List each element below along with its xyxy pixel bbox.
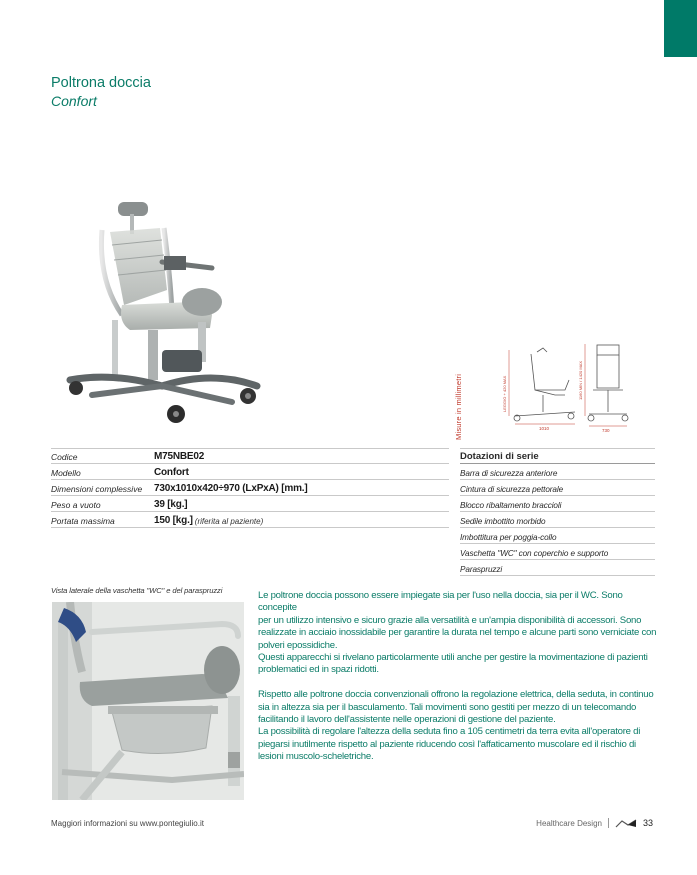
section-tab-marker [664, 0, 697, 57]
spec-value: 150 [kg.] [154, 515, 193, 526]
equipment-heading: Dotazioni di serie [460, 448, 655, 464]
specs-table [51, 448, 449, 528]
spec-label: Codice [51, 452, 78, 462]
footer-brand-name: Healthcare Design [536, 818, 602, 828]
spec-label: Dimensioni complessive [51, 484, 143, 494]
spec-label: Modello [51, 468, 81, 478]
spec-row-dimensions [51, 480, 449, 496]
spec-value: M75NBE02 [154, 451, 205, 462]
description-line: sia in altezza sia per il basculamento. Tali movimenti sono gestiti per mezzo di un telecomando [258, 701, 637, 713]
spec-label: Portata massima [51, 516, 115, 526]
spec-row-capacity [51, 512, 449, 528]
side-width-label: 1010 [539, 426, 550, 431]
description-line: La possibilità di regolare l'altezza della seduta fino a 105 centimetri da terra evita all'operatore di [258, 726, 641, 738]
footer-separator [608, 818, 609, 828]
description-line: Le poltrone doccia possono essere impiegate sia per l'uso nella doccia, sia per il WC. Sono concepite [258, 590, 623, 614]
standard-equipment-list [460, 448, 655, 576]
spec-row-model [51, 464, 449, 480]
footer-website-note: Maggiori informazioni su www.pontegiulio.it [51, 819, 204, 828]
equipment-item: Cintura di sicurezza pettorale [460, 480, 655, 496]
wc-pan-detail-photo [52, 602, 244, 800]
description-line: lesioni muscolo-scheletriche. [258, 751, 374, 763]
spec-label: Peso a vuoto [51, 500, 101, 510]
footer-brand [536, 818, 653, 828]
detail-photo-caption: Vista laterale della vaschetta "WC" e del paraspruzzi [51, 586, 223, 595]
description-line: Rispetto alle poltrone doccia convenzionali offrono la regolazione elettrica, della seduta, in continuo [258, 689, 654, 701]
equipment-item: Sedile imbottito morbido [460, 512, 655, 528]
description-line: problematici ed in spazi ridotti. [258, 664, 379, 676]
spec-value: 39 [kg.] [154, 499, 188, 510]
page-title: Poltrona doccia [51, 75, 151, 91]
page-number: 33 [642, 818, 653, 828]
side-height-label: LEGGIO + 420 MAX [502, 375, 507, 412]
page-subtitle: Confort [51, 93, 97, 109]
description-line: piegarsi inutilmente rispetto al paziente riducendo così l'affaticamento muscolare ed il rischio di [258, 738, 636, 750]
shower-chair-photo [52, 190, 272, 440]
spec-value: 730x1010x420÷970 (LxPxA) [mm.] [154, 483, 308, 494]
dimension-diagram [485, 340, 635, 435]
equipment-item: Barra di sicurezza anteriore [460, 464, 655, 480]
front-width-label: 730 [602, 428, 610, 433]
spec-note: (riferita al paziente) [194, 517, 264, 526]
product-description [258, 590, 658, 764]
measures-note [454, 368, 468, 440]
spec-value: Confort [154, 467, 189, 478]
description-line: per un utilizzo intensivo e sicuro grazie alla versatilità e un'ampia disponibilità di accessori. Sono [258, 614, 642, 626]
measures-note-text: Misure in millimetri [454, 373, 463, 440]
front-height-label: 1160 MIN / 1420 MAX [578, 360, 583, 400]
equipment-item: Paraspruzzi [460, 560, 655, 576]
description-line: facilitando il lavoro dell'assistente nelle operazioni di gestione del paziente. [258, 714, 556, 726]
brand-logo-icon [615, 819, 637, 828]
equipment-item: Vaschetta "WC" con coperchio e supporto [460, 544, 655, 560]
spec-row-code [51, 448, 449, 464]
spec-row-weight [51, 496, 449, 512]
description-line: polveri epossidiche. [258, 639, 338, 651]
description-line: Questi apparecchi si rivelano particolarmente utili anche per gestire la movimentazione di pazienti [258, 652, 648, 664]
equipment-item: Imbottitura per poggia-collo [460, 528, 655, 544]
equipment-item: Blocco ribaltamento braccioli [460, 496, 655, 512]
description-line: realizzate in acciaio inossidabile per garantire la durata nel tempo e alcune parti sono verniciate con [258, 627, 657, 639]
